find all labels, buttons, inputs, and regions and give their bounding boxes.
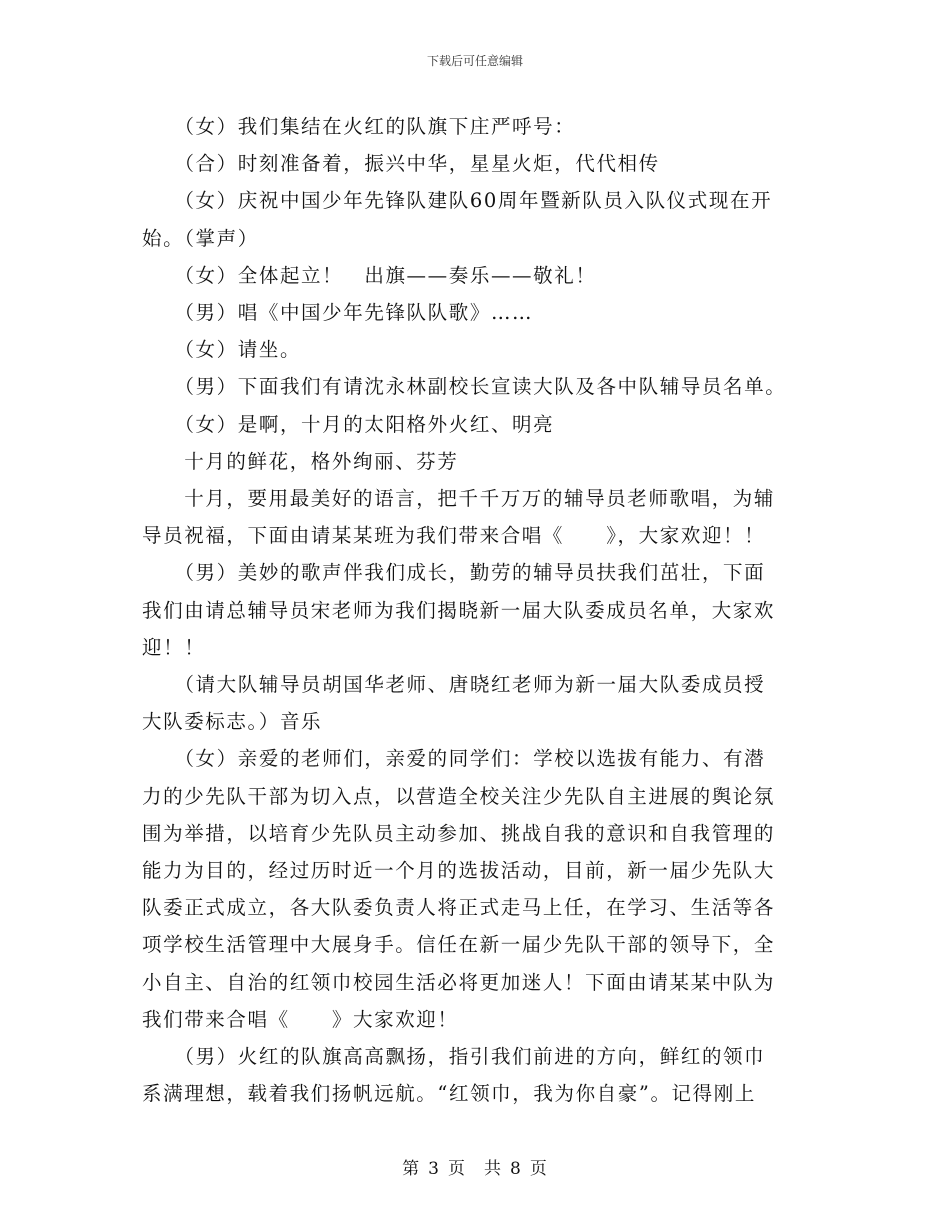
text-line: （男）下面我们有请沈永林副校长宣读大队及各中队辅导员名单。 bbox=[142, 375, 787, 399]
footer-total-pages: 8 bbox=[510, 1159, 522, 1179]
text-line: （女）请坐。 bbox=[142, 338, 302, 362]
text-line: 项学校生活管理中大展身手。信任在新一届少先队干部的领导下，全 bbox=[142, 933, 776, 957]
text-line: （女）全体起立！ 出旗——奏乐——敬礼！ bbox=[142, 263, 597, 287]
text-line: 迎！！ bbox=[142, 635, 206, 659]
text-line: 导员祝福，下面由请某某班为我们带来合唱《 》，大家欢迎！！ bbox=[142, 524, 766, 548]
text-line: 队委正式成立，各大队委负责人将正式走马上任，在学习、生活等各 bbox=[142, 896, 776, 920]
page-header: 下载后可任意编辑 bbox=[426, 54, 523, 68]
text-line: 十月，要用最美好的语言，把千千万万的辅导员老师歌唱，为辅 bbox=[142, 487, 776, 511]
text-line: （男）火红的队旗高高飘扬，指引我们前进的方向，鲜红的领巾 bbox=[142, 1045, 766, 1069]
text-line: 小自主、自治的红领巾校园生活必将更加迷人！下面由请某某中队为 bbox=[142, 970, 776, 994]
text-line: （男）唱《中国少年先锋队队歌》…… bbox=[142, 301, 534, 325]
text-line: 力的少先队干部为切入点，以营造全校关注少先队自主进展的舆论氛 bbox=[142, 784, 776, 808]
text-line: 围为举措，以培育少先队员主动参加、挑战自我的意识和自我管理的 bbox=[142, 821, 776, 845]
footer-middle: 页 共 bbox=[448, 1159, 502, 1179]
footer-page-number: 3 bbox=[428, 1159, 440, 1179]
text-line: （女）是啊，十月的太阳格外火红、明亮 bbox=[142, 412, 555, 436]
text-line: 系满理想，载着我们扬帆远航。“红领巾，我为你自豪”。记得刚上 bbox=[142, 1082, 756, 1106]
text-line: （男）美妙的歌声伴我们成长，勤劳的辅导员扶我们茁壮，下面 bbox=[142, 561, 766, 585]
text-line: 十月的鲜花，格外绚丽、芬芳 bbox=[142, 449, 459, 473]
footer-suffix: 页 bbox=[529, 1159, 548, 1179]
text-line: （请大队辅导员胡国华老师、唐晓红老师为新一届大队委成员授 bbox=[142, 673, 766, 697]
text-line: 能力为目的，经过历时近一个月的选拔活动，目前，新一届少先队大 bbox=[142, 859, 776, 883]
text-line: 我们由请总辅导员宋老师为我们揭晓新一届大队委成员名单，大家欢 bbox=[142, 598, 776, 622]
text-line: 我们带来合唱《 》大家欢迎！ bbox=[142, 1007, 459, 1031]
text-line: 始。（掌声） bbox=[142, 226, 259, 250]
text-line: （女）我们集结在火红的队旗下庄严呼号： bbox=[142, 115, 576, 138]
document-body bbox=[142, 108, 802, 1112]
text-line: （女）庆祝中国少年先锋队建队60周年暨新队员入队仪式现在开 bbox=[142, 189, 773, 213]
page-footer bbox=[0, 1154, 950, 1179]
text-line: 大队委标志。）音乐 bbox=[142, 710, 323, 734]
text-line: （合）时刻准备着，振兴中华，星星火炬，代代相传 bbox=[142, 152, 660, 176]
footer-prefix: 第 bbox=[402, 1159, 421, 1179]
text-line: （女）亲爱的老师们，亲爱的同学们：学校以选拔有能力、有潜 bbox=[142, 747, 766, 771]
